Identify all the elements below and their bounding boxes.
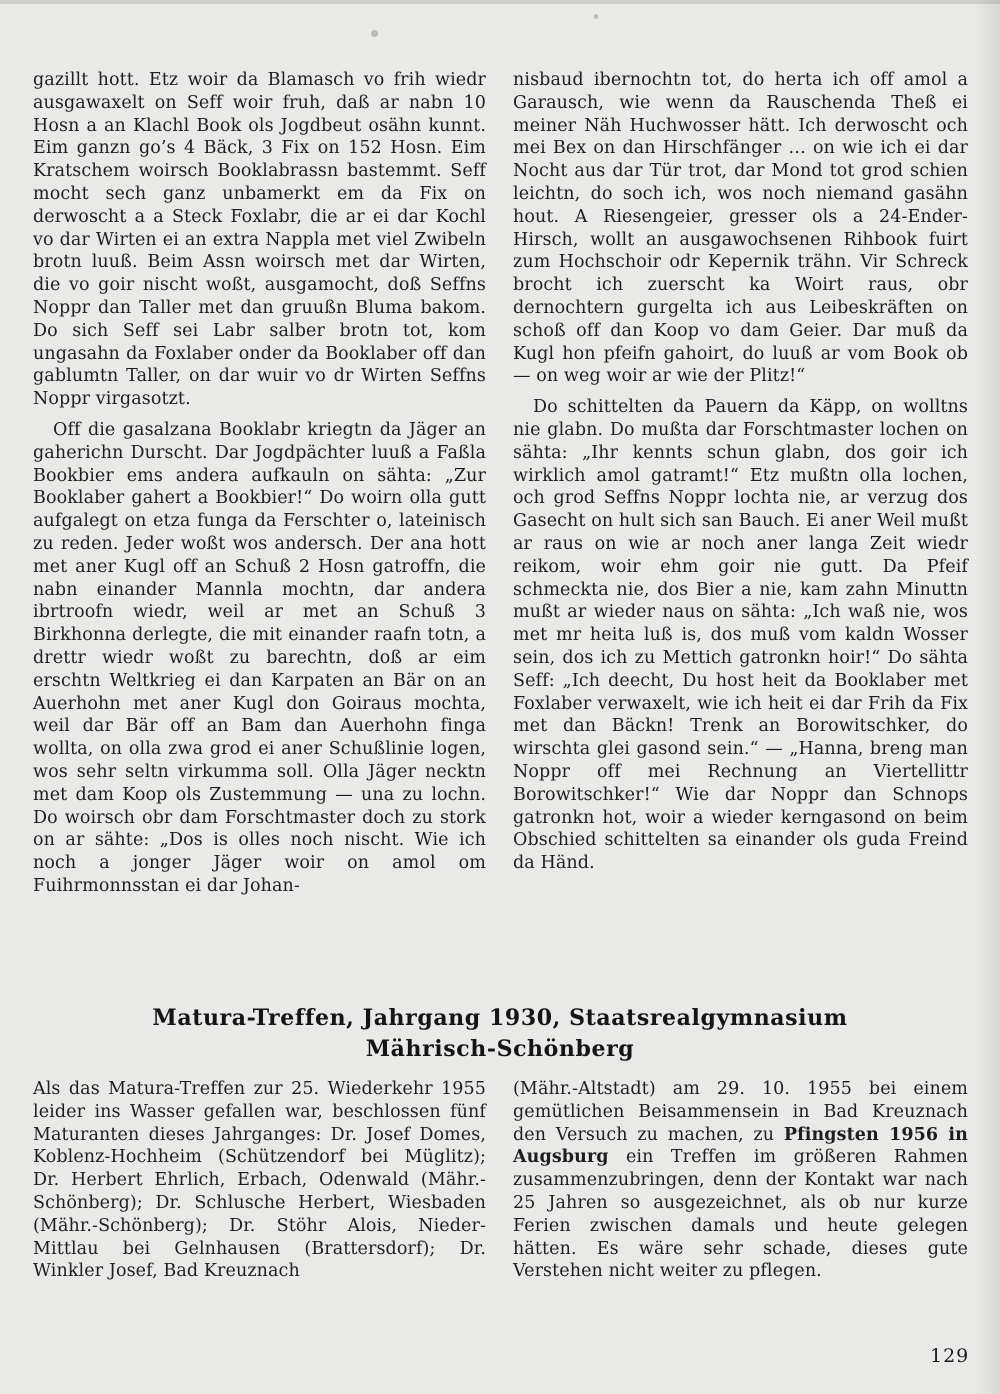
paper-speck <box>371 30 378 37</box>
page-top-edge <box>0 0 1000 4</box>
heading-line-1: Matura-Treffen, Jahrgang 1930, Staatsrealgymnasium <box>152 1005 848 1031</box>
story-column-left <box>33 69 486 898</box>
article-paragraph <box>513 1078 968 1283</box>
page-right-shadow <box>974 0 1000 1394</box>
story-paragraph: nisbaud ibernochtn tot, do herta ich off amol a Garausch, wie wenn da Rauschenda Theß ei meiner Näh Huchwosser hätt. Ich derwoscht och mei Bex on dan Hirschfänger … on wie ich ei dar Nocht aus dar Tür trot, dar Mond tot grod schien leichtn, do soch ich, wos noch niemand gasähn hout. A Riesengeier, gresser ols a 24-Ender-Hirsch, wollt an ausgawochsenen Rihbook fuirt zum Hochschoir odr Kepernik trähn. Vir Schreck brocht ich zuerscht ka Woirt raus, obr dernochtern gurgelta ich aus Leibeskräften on schoß off dan Koop vo dam Geier. Dar muß da Kugl hon pfeifn gahoirt, do luuß ar vom Book ob — on weg woir ar wie der Plitz!“ <box>513 70 968 387</box>
story-column-right <box>513 69 968 875</box>
paper-speck <box>594 14 598 19</box>
article-text: (Mähr.-Altstadt) am 29. 10. 1955 bei einem gemütlichen Beisammensein in Bad Kreuznach den Versuch zu machen, zu <box>513 1079 968 1145</box>
page-number: 129 <box>930 1345 970 1367</box>
article-column-right <box>513 1078 968 1283</box>
story-paragraph: Off die gasalzana Booklabr kriegtn da Jäger an gaherichn Durscht. Dar Jogdpächter luuß a Faßla Bookbier ems andera aufkauln on sähta: „Zur Booklaber gahert a Bookbier!“ Do woirn olla gutt aufgalegt on etza funga da Ferschter o, lateinisch zu reden. Jeder woßt wos andersch. Der ana hott met aner Kugl off an Schuß 2 Hosn gatroffn, die nabn einander Mannla mochtn, dar andera ibrtroofn wiedr, weil ar met an Schuß 3 Birkhonna derlegte, die mit einander raafn totn, a drettr wiedr woßt zu barechtn, doß ar eim erschtn Weltkrieg ei dan Karpaten an Bär on an Auerhohn met aner Kugl don Goiraus mochta, weil dar Bär off an Bam dan Auerhohn finga wollta, on olla zwa grod ei aner Schußlinie logen, wos sehr seltn virkumma soll. Olla Jäger necktn met dam Koop ols Zustemmung — una zu lochn. Do woirsch obr dam Forschtmaster doch zu stork on ar sähte: „Dos is olles noch nischt. Wie ich noch a jonger Jäger woir on amol om Fuihrmonnsstan ei dar Johan- <box>33 419 486 896</box>
article-text: ein Treffen im größeren Rahmen zusammenzubringen, denn der Kontakt war nach 25 Jahren so ausgezeichnet, als ob nur kurze Ferien zwischen damals und heute gelegen hätten. Es wäre sehr schade, dieses gute Verstehen nicht weiter zu pflegen. <box>513 1147 968 1282</box>
article-paragraph: Als das Matura-Treffen zur 25. Wiederkehr 1955 leider ins Wasser gefallen war, beschlossen fünf Maturanten dieses Jahrganges: Dr. Josef Domes, Koblenz-Hochheim (Schützendorf bei Müglitz); Dr. Herbert Ehrlich, Erbach, Odenwald (Mähr.-Schönberg); Dr. Schlusche Herbert, Wiesbaden (Mähr.-Schönberg); Dr. Stöhr Alois, Nieder-Mittlau bei Gelnhausen (Brattersdorf); Dr. Winkler Josef, Bad Kreuznach <box>33 1079 486 1282</box>
heading-line-2: Mährisch-Schönberg <box>365 1036 635 1062</box>
emphasized-date-place: Pfingsten 1956 in Augsburg <box>513 1124 968 1168</box>
story-paragraph: Do schittelten da Pauern da Käpp, on wolltns nie glabn. Do mußta dar Forschtmaster lochen on sähta: „Ihr kennts schun glabn, dos goir ich wirklich amol gatramt!“ Etz mußtn olla lochen, och grod Seffns Noppr lochta nie, ar verzug dos Gasecht on hult sich san Bauch. Ei aner Weil mußt ar raus on wie ar noch aner langa Zeit wiedr reikom, woir ehm goir nie gutt. Da Pfeif schmeckta nie, dos Bier a nie, kam zahn Minuttn mußt ar wieder naus on sähta: „Ich waß nie, wos met mr heita luß is, dos muß vom kaldn Wosser sein, dos ich zu Mettich gatronkn hoir!“ Do sähta Seff: „Ich deecht, Du host heit da Booklaber met Foxlaber verwaxelt, wie ich heit ei dar Frih da Fix met dan Bäckn! Trenk an Borowitschker, do wirschta glei gasond sein.“ — „Hanna, breng man Noppr off mei Rechnung an Viertellittr Borowitschker!“ Wie dar Noppr dan Schnops gatronkn hot, woir a wieder kerngasond on beim Obschied schittelten sa einander ols guda Freind da Händ. <box>513 397 968 874</box>
story-paragraph: gazillt hott. Etz woir da Blamasch vo frih wiedr ausgawaxelt on Seff woir fruh, daß ar nabn 10 Hosn a an Klachl Book ols Jogdbeut osähn kunnt. Eim ganzn go’s 4 Bäck, 3 Fix on 152 Hosn. Eim Kratschem woirsch Booklabrassn bastemmt. Seff mocht sech ganz unbamerkt em da Fix on derwoscht a a Steck Foxlabr, die ar ei dar Kochl vo dar Wirten ei an extra Nappla met viel Zwibeln brotn luuß. Beim Assn woirsch met dar Wirten, die vo goir nischt woßt, ausgamocht, doß Seffns Noppr dan Taller met dan gruußn Bluma bakom. Do sich Seff sei Labr salber brotn tot, kom ungasahn da Foxlaber onder da Booklaber off dan gablumtn Taller, on dar wuir vo dr Wirten Seffns Noppr virgasotzt. <box>33 70 486 410</box>
article-heading <box>40 1003 960 1065</box>
article-column-left <box>33 1078 486 1283</box>
